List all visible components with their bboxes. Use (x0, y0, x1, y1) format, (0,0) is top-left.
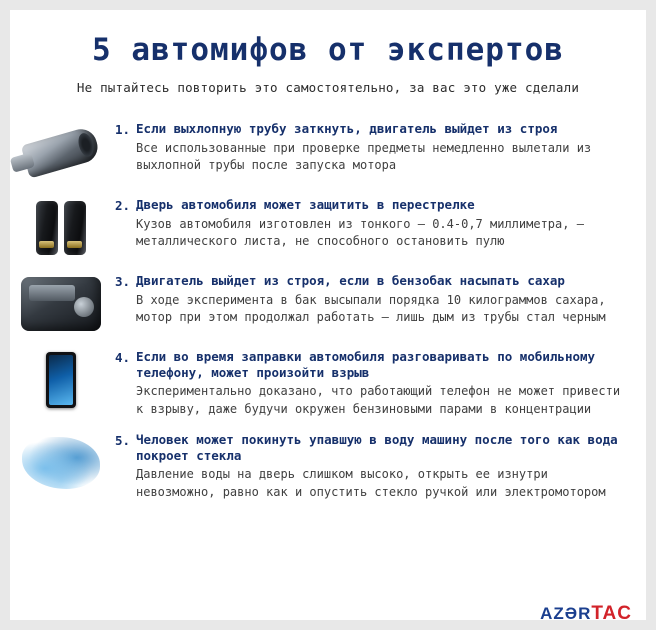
item-description: Кузов автомобиля изготовлен из тонкого — 0.4-0,7 миллиметра, — металлического листа, не способного остановить пулю (136, 216, 584, 249)
list-item (18, 349, 628, 418)
mobile-phone-icon (18, 349, 104, 411)
logo-text (540, 604, 632, 623)
item-headline: Дверь автомобиля может защитить в перестрелке (136, 197, 475, 212)
item-headline: Двигатель выйдет из строя, если в бензобак насыпать сахар (136, 273, 565, 288)
item-description: В ходе эксперимента в бак высыпали порядка 10 килограммов сахара, мотор при этом продолжал работать — лишь дым из трубы стал черным (136, 292, 606, 325)
list-item (18, 197, 628, 259)
item-headline: Если во время заправки автомобиля разговаривать по мобильному телефону, может произойти взрыв (136, 349, 596, 380)
item-body (136, 273, 628, 326)
page-subtitle: Не пытайтесь повторить это самостоятельно, за вас это уже сделали (76, 80, 580, 95)
myth-list (10, 121, 646, 501)
footer-logo (540, 604, 632, 630)
item-body (136, 197, 628, 250)
infographic-content (10, 32, 646, 630)
exhaust-pipe-icon (18, 121, 104, 183)
item-number: 4. (114, 350, 130, 365)
item-body (136, 121, 628, 174)
item-description: Давление воды на дверь слишком высоко, открыть ее изнутри невозможно, равно как и опустить стекло ручкой или электромотором (136, 467, 606, 499)
water-splash-icon (18, 432, 104, 494)
item-body (136, 349, 628, 418)
item-number: 2. (114, 198, 130, 213)
list-item (18, 432, 628, 501)
list-item (18, 273, 628, 335)
item-description: Все использованные при проверке предметы немедленно вылетали из выхлопной трубы после запуска мотора (136, 140, 592, 173)
car-engine-icon (18, 273, 104, 335)
logo-word: AZƏR (540, 604, 592, 623)
item-number: 3. (114, 274, 130, 289)
item-number: 1. (114, 122, 130, 137)
logo-mark: TAC (591, 603, 632, 624)
list-item (18, 121, 628, 183)
item-description: Экспериментально доказано, что работающий телефон не может привести к взрыву, даже будучи окружен бензиновыми парами в концентрации (136, 384, 621, 416)
logo-subtitle: Инфографика (557, 625, 615, 630)
page-title: 5 автомифов от экспертов (92, 32, 564, 68)
car-doors-icon (18, 197, 104, 259)
item-body (136, 432, 628, 501)
item-headline: Если выхлопную трубу заткнуть, двигатель выйдет из строя (136, 121, 558, 136)
item-number: 5. (114, 433, 130, 449)
item-headline: Человек может покинуть упавшую в воду машину после того как вода покроет стекла (136, 432, 618, 463)
